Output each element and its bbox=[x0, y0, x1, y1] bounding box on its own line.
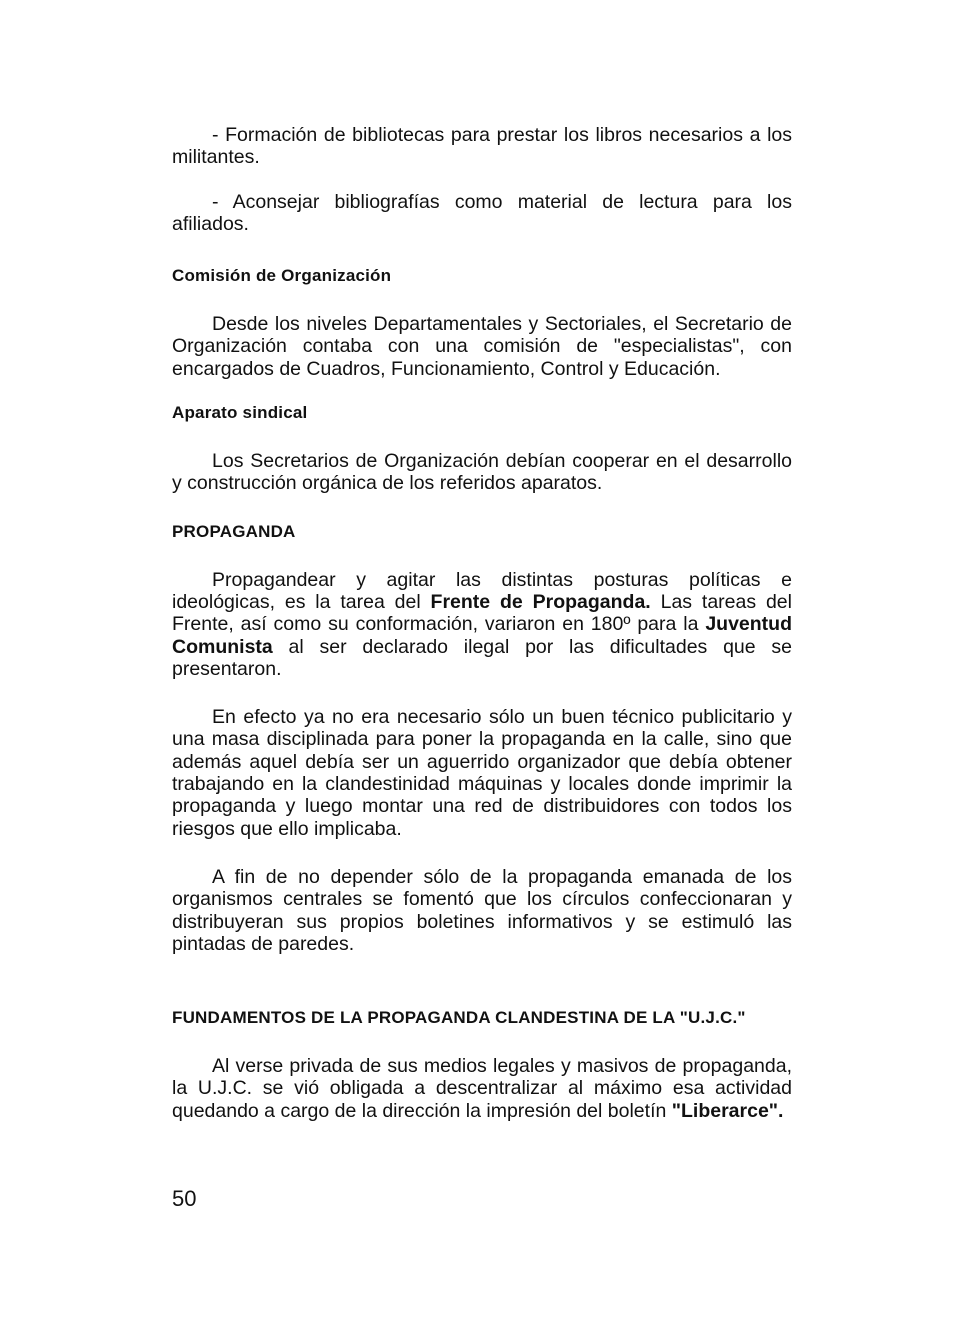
list-item-bibliografias: - Aconsejar bibliografías como material de lectura para los afiliados. bbox=[172, 190, 792, 235]
page-number: 50 bbox=[172, 1186, 197, 1211]
paragraph-sindical: Los Secretarios de Organización debían cooperar en el desarrollo y construcción orgánica de los referidos aparatos. bbox=[172, 450, 792, 495]
bold-frente-propaganda: Frente de Propaganda. bbox=[430, 590, 651, 613]
heading-aparato-sindical: Aparato sindical bbox=[172, 403, 308, 423]
paragraph-fundamentos: Al verse privada de sus medios legales y masivos de propaganda, la U.J.C. se vió obligada a descentralizar al máximo esa actividad quedando a cargo de la dirección la impresión del boletín "Liberarce". bbox=[172, 1055, 792, 1122]
heading-propaganda: PROPAGANDA bbox=[172, 521, 296, 541]
list-item-bibliotecas: - Formación de bibliotecas para prestar los libros necesarios a los militantes. bbox=[172, 124, 792, 169]
paragraph-fin: A fin de no depender sólo de la propaganda emanada de los organismos centrales se fomentó que los círculos confeccionaran y distribuyeran sus propios boletines informativos y se estimuló las pintadas de paredes. bbox=[172, 865, 792, 955]
bold-juventud-comunista: Juventud Comunista bbox=[172, 613, 792, 658]
heading-fundamentos: FUNDAMENTOS DE LA PROPAGANDA CLANDESTINA DE LA "U.J.C." bbox=[172, 1008, 746, 1028]
bold-liberarce: "Liberarce". bbox=[671, 1099, 784, 1122]
paragraph-efecto: En efecto ya no era necesario sólo un buen técnico publicitario y una masa disciplinada para poner la propaganda en la calle, sino que además aquel debía ser un aguerrido organizador que debía obtener trabajando en la clandestinidad máquinas y locales donde imprimir la propaganda y luego montar una red de distribuidores con todos los riesgos que ello implicaba. bbox=[172, 706, 792, 840]
heading-comision-organizacion: Comisión de Organización bbox=[172, 266, 392, 286]
paragraph-propaganda: Propagandear y agitar las distintas posturas políticas e ideológicas, es la tarea del Frente de Propaganda. Las tareas del Frente, así como su conformación, variaron en 180º para la Juventud Comunista al ser declarado ilegal por las dificultades que se presentaron. bbox=[172, 568, 792, 680]
paragraph-organizacion: Desde los niveles Departamentales y Sectoriales, el Secretario de Organización contaba con una comisión de "especialistas", con encargados de Cuadros, Funcionamiento, Control y Educación. bbox=[172, 313, 792, 380]
document-page bbox=[172, 124, 792, 1122]
